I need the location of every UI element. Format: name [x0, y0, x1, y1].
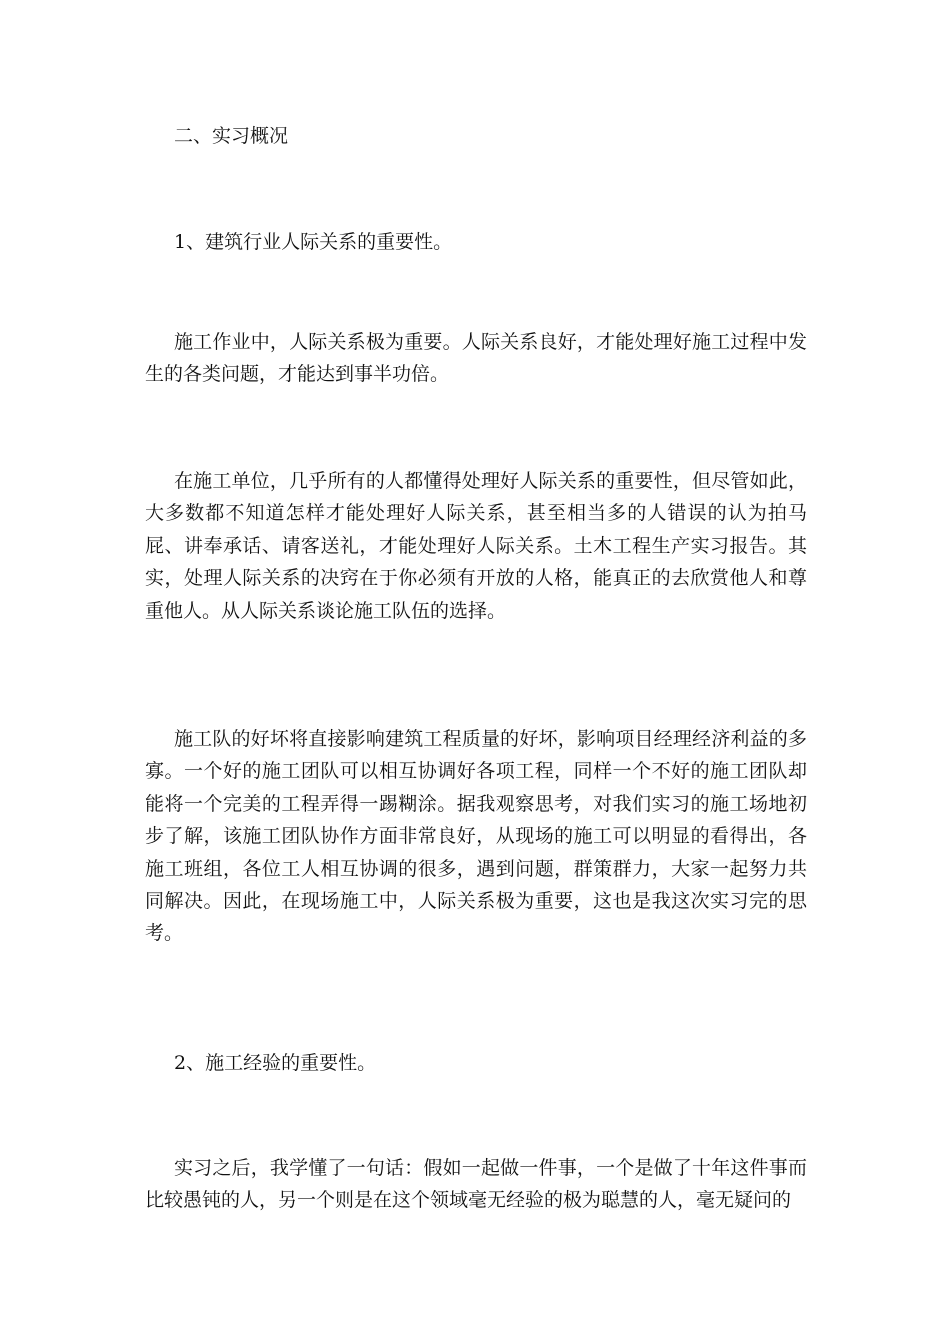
paragraph-interpersonal-importance: 施工作业中，人际关系极为重要。人际关系良好，才能处理好施工过程中发生的各类问题，才能达到事半功倍。 [145, 331, 807, 386]
paragraph-after-internship: 实习之后，我学懂了一句话：假如一起做一件事，一个是做了十年这件事而比较愚钝的人，另一个则是在这个领域毫无经验的极为聪慧的人，毫无疑问的 [145, 1157, 807, 1212]
paragraph-construction-team: 施工队的好坏将直接影响建筑工程质量的好坏，影响项目经理经济利益的多寡。一个好的施工团队可以相互协调好各项工程，同样一个不好的施工团队却能将一个完美的工程弄得一踢糊涂。据我观察思考，对我们实习的施工场地初步了解，该施工团队协作方面非常良好，从现场的施工可以明显的看得出，各施工班组，各位工人相互协调的很多，遇到问题，群策群力，大家一起努力共同解决。因此，在现场施工中，人际关系极为重要，这也是我这次实习完的思考。 [145, 728, 807, 945]
subheading-construction-experience: 2、施工经验的重要性。 [174, 1052, 377, 1074]
section-heading: 二、实习概况 [174, 125, 289, 147]
subheading-interpersonal-relations: 1、建筑行业人际关系的重要性。 [174, 231, 453, 253]
paragraph-construction-unit: 在施工单位，几乎所有的人都懂得处理好人际关系的重要性，但尽管如此，大多数都不知道怎样才能处理好人际关系，甚至相当多的人错误的认为拍马屁、讲奉承话、请客送礼，才能处理好人际关系。土木工程生产实习报告。其实，处理人际关系的决窍在于你必须有开放的人格，能真正的去欣赏他人和尊重他人。从人际关系谈论施工队伍的选择。 [145, 470, 807, 622]
